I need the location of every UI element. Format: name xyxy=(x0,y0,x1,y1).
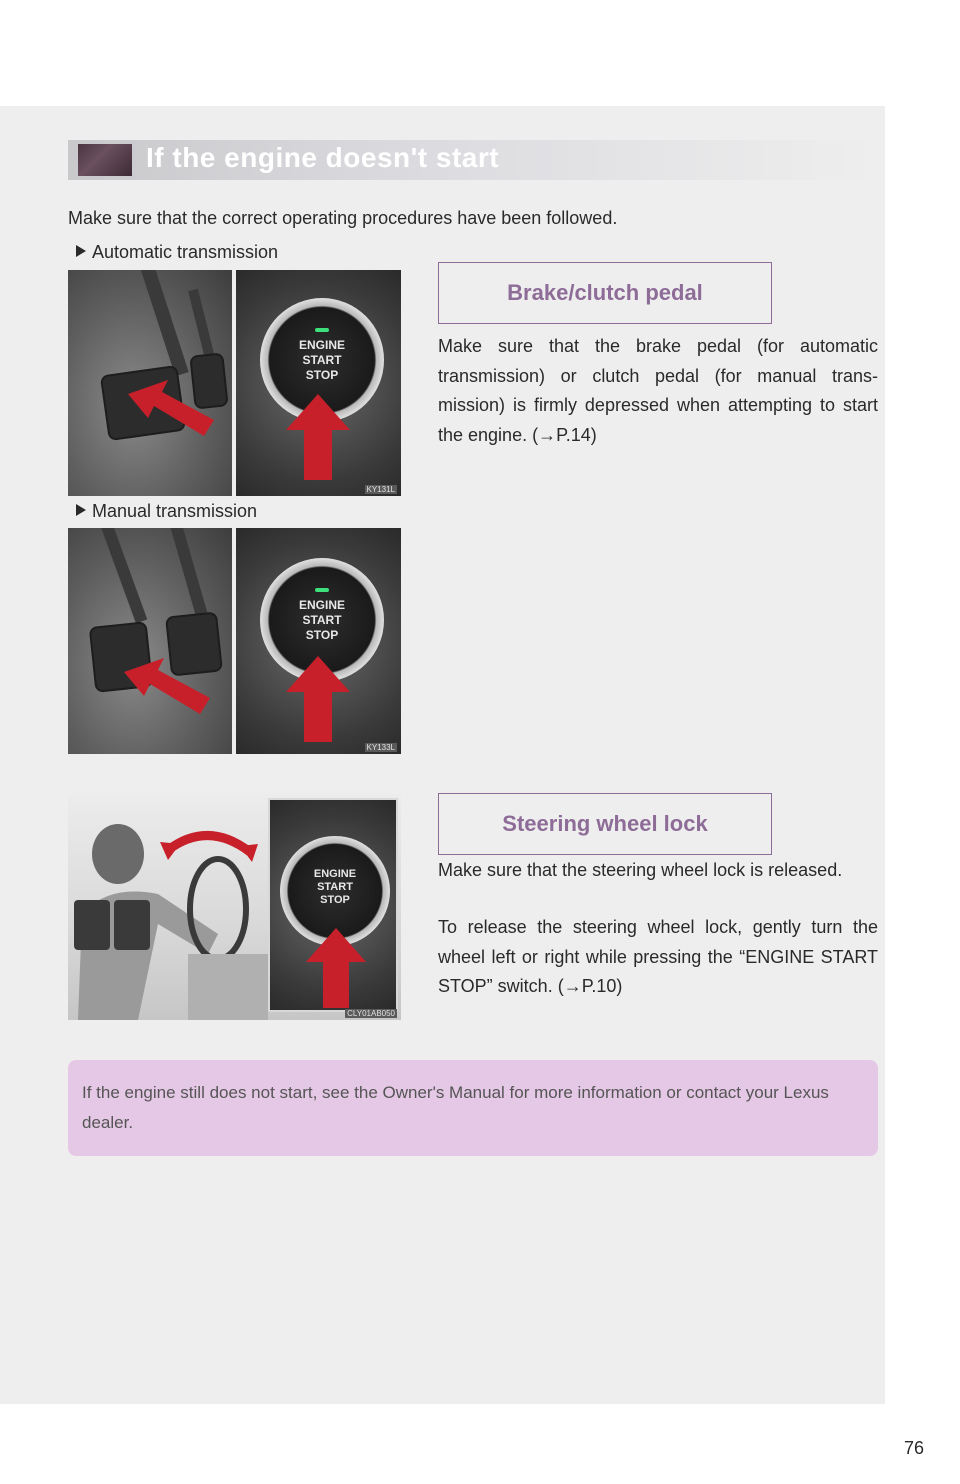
button-label: ENGINE START STOP xyxy=(313,868,357,906)
automatic-label-row xyxy=(76,242,278,263)
red-arrow-up-icon xyxy=(286,656,350,742)
manual-label-row xyxy=(76,501,257,522)
automatic-label: Automatic transmission xyxy=(92,242,279,262)
triangle-bullet-icon xyxy=(76,504,86,516)
image-code: CLY01AB050 xyxy=(347,1009,395,1018)
manual-pedals-image xyxy=(68,528,232,754)
steering-lock-body: To release the steering wheel lock, gently turn the wheel left or right while pressing the “ENGINE START STOP” switch. xyxy=(438,917,878,996)
button-label: ENGINE START STOP xyxy=(298,598,345,642)
red-arrow-icon xyxy=(128,380,218,440)
triangle-bullet-icon xyxy=(76,245,86,257)
automatic-pedals-image xyxy=(68,270,232,496)
intro-text: Make sure that the correct operating procedures have been followed. xyxy=(68,208,618,228)
red-arrow-up-icon xyxy=(286,394,350,480)
title-swatch xyxy=(78,144,132,176)
red-arrow-up-icon xyxy=(306,928,366,1008)
note-text: If the engine still does not start, see the Owner's Manual for more information or contact your Lexus dealer. xyxy=(82,1083,829,1132)
brake-clutch-text xyxy=(438,332,878,450)
brake-clutch-body: Make sure that the brake pedal (for automatic transmission) or clutch pedal (for manual trans-mission) is firmly depressed when attempting to start the engine. xyxy=(438,336,878,445)
red-arrow-icon xyxy=(124,658,214,718)
steering-lock-ref: (→P.10) xyxy=(557,976,623,996)
automatic-button-image xyxy=(236,270,401,496)
steering-wheel-image xyxy=(68,794,401,1020)
page-number: 76 xyxy=(903,1438,924,1458)
image-code: KY131L xyxy=(366,485,395,494)
note-box xyxy=(68,1060,878,1156)
brake-clutch-heading: Brake/clutch pedal xyxy=(438,262,772,324)
steering-lock-heading: Steering wheel lock xyxy=(438,793,772,855)
steering-lock-text-2 xyxy=(438,913,878,1002)
manual-button-image xyxy=(236,528,401,754)
indicator-led xyxy=(315,328,329,332)
page-title: If the engine doesn't start xyxy=(146,142,500,173)
indicator-led xyxy=(315,588,329,592)
image-code: KY133L xyxy=(366,743,395,752)
brake-clutch-ref: (→P.14) xyxy=(532,424,597,445)
manual-label: Manual transmission xyxy=(92,501,258,521)
steering-button-panel xyxy=(268,798,398,1012)
button-label: ENGINE START STOP xyxy=(298,338,345,382)
steering-lock-text-1: Make sure that the steering wheel lock is released. xyxy=(438,860,843,880)
